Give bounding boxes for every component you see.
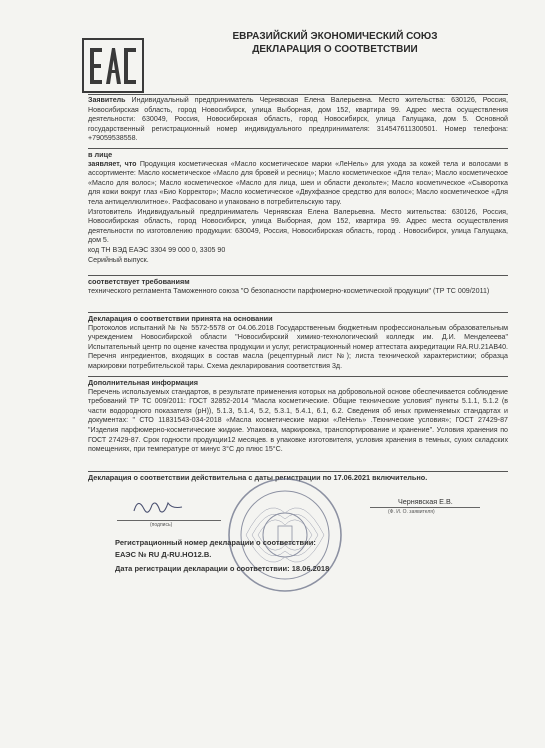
basis-section — [88, 314, 508, 372]
requirements-title: соответствует требованиям — [88, 277, 190, 286]
signature-caption: (подпись) — [150, 522, 173, 528]
applicant-text: Индивидуальный предприниматель Чернявская Елена Валерьевна. Место жительства: 630126, Россия, Новосибирская область, город Новосибирск, улица Выборная, дом 152, квартира 99. Адрес места осуществления деятельности: 630049, Россия, Новосибирская область, город Новосибирск, улица Галущака, дом 5. Основной государственный регистрационный номер индивидуального предпринимателя: 314547611300501. Номер телефона: +79059538558. — [88, 96, 508, 143]
declaration-title: ДЕКЛАРАЦИЯ О СООТВЕТСТВИИ — [252, 44, 418, 55]
document-header — [170, 30, 500, 56]
tnved-code: код ТН ВЭД ЕАЭС 3304 99 000 0, 3305 90 — [88, 245, 226, 254]
additional-title: Дополнительная информация — [88, 378, 199, 387]
signature-scribble-icon — [128, 495, 188, 519]
declares-section — [88, 150, 508, 265]
manufacturer-text: Изготовитель Индивидуальный предприниматель Чернявская Елена Валерьевна. Место жительства: 630126, Россия, Новосибирская область, город Новосибирск, улица Выборная, дом 152, квартира 99. Адрес места осуществления деятельности по изготовлению продукции: 630049, Россия, Новосибирская область, город . Новосибирск, улица Галущака, дом 5. — [88, 207, 508, 245]
applicant-section — [88, 96, 508, 144]
declares-label: заявляет, что — [88, 159, 137, 168]
company-seal-icon — [226, 476, 344, 594]
applicant-name: Чернявская Е.В. — [398, 497, 453, 506]
basis-title: Декларация о соответствии принята на основании — [88, 314, 273, 323]
union-title: ЕВРАЗИЙСКИЙ ЭКОНОМИЧЕСКИЙ СОЮЗ — [232, 31, 438, 42]
divider — [88, 471, 508, 472]
registration-number: ЕАЭС № RU Д-RU.НО12.В. — [115, 550, 212, 559]
divider — [88, 148, 508, 149]
serial-release: Серийный выпуск. — [88, 255, 149, 264]
divider — [88, 376, 508, 377]
additional-text: Перечень используемых стандартов, в результате применения которых на добровольной основе обеспечивается соблюдение требований ТР ТС 009/2011: ГОСТ 32852-2014 "Масла косметические. Общие технические условия" пункты 5.1.1, 5.1.2 (в части водородного показателя (рН)), 5.1.3, 5.1.4, 5.2, 5.3.1, 5.4.1, 6.1, 6.2. Сведения об иных применяемых стандартах и документах: " СТО 11831543-034-2018 «Масла косметические марки «ЛеНель» .Технические условия»; ГОСТ 27429-87 "Изделия парфюмерно-косметические жидкие. Упаковка, маркировка, транспортирование и хранение". Условия хранения по ГОСТ 27429-87. Срок годности продукции12 месяцев. в упаковке изготовителя, условия хранения в темных, сухих складских помещениях, при температуре от минус 3°С до плюс 15°С. — [88, 387, 508, 454]
registration-date: Дата регистрации декларации о соответствии: 18.06.2018 — [115, 564, 330, 573]
validity-text: Декларация о соответствии действительна с даты регистрации по 17.06.2021 включительно. — [88, 473, 428, 482]
applicant-label: Заявитель — [88, 96, 126, 104]
divider — [88, 275, 508, 276]
registration-title: Регистрационный номер декларации о соответствии: — [115, 538, 316, 547]
divider — [88, 94, 508, 95]
divider — [88, 312, 508, 313]
name-caption: (Ф. И. О. заявителя) — [388, 509, 435, 515]
name-line — [370, 507, 480, 508]
basis-text: Протоколов испытаний № № 5572-5578 от 04.06.2018 Государственным бюджетным профессиональным образовательным учреждением Новосибирской области "Новосибирский химико-технологический колледж им. Д.И. Менделеева" Испытательный центр по оценке качества продукции и услуг, регистрационный номер аттестата аккредитации RA.RU.21АВ40. Перечня ингредиентов, входящих в состав масла (рецептурный лист №); листа технической характеристики; образца маркировки потребительской тары. Схема декларирования соответствия 3д. — [88, 323, 508, 370]
product-description: Продукция косметическая «Масло косметическое марки «ЛеНель» для ухода за кожей тела и волосами в ассортименте: Масло косметическое «Масло для бровей и ресниц»; Масло косметическое «Для тела»; Масло косметическое «Масло для волос»; Масло косметическое «Масло для лица, шеи и области декольте»; Масло косметическое «Сыворотка для кожи вокруг глаз «Био Корректор»; Масло косметическое «Двухфазное средство для волос»; Масло косметическое «Для тела антицеллюлитное». Расфасовано и упаковано в потребительскую тару. — [88, 159, 508, 206]
eac-logo-icon — [82, 38, 144, 93]
requirements-section — [88, 277, 508, 296]
signature-line — [117, 520, 221, 521]
requirements-text: технического регламента Таможенного союза "О безопасности парфюмерно-косметической продукции" (ТР ТС 009/2011) — [88, 286, 490, 295]
person-title: в лице — [88, 150, 113, 159]
additional-section — [88, 378, 508, 455]
